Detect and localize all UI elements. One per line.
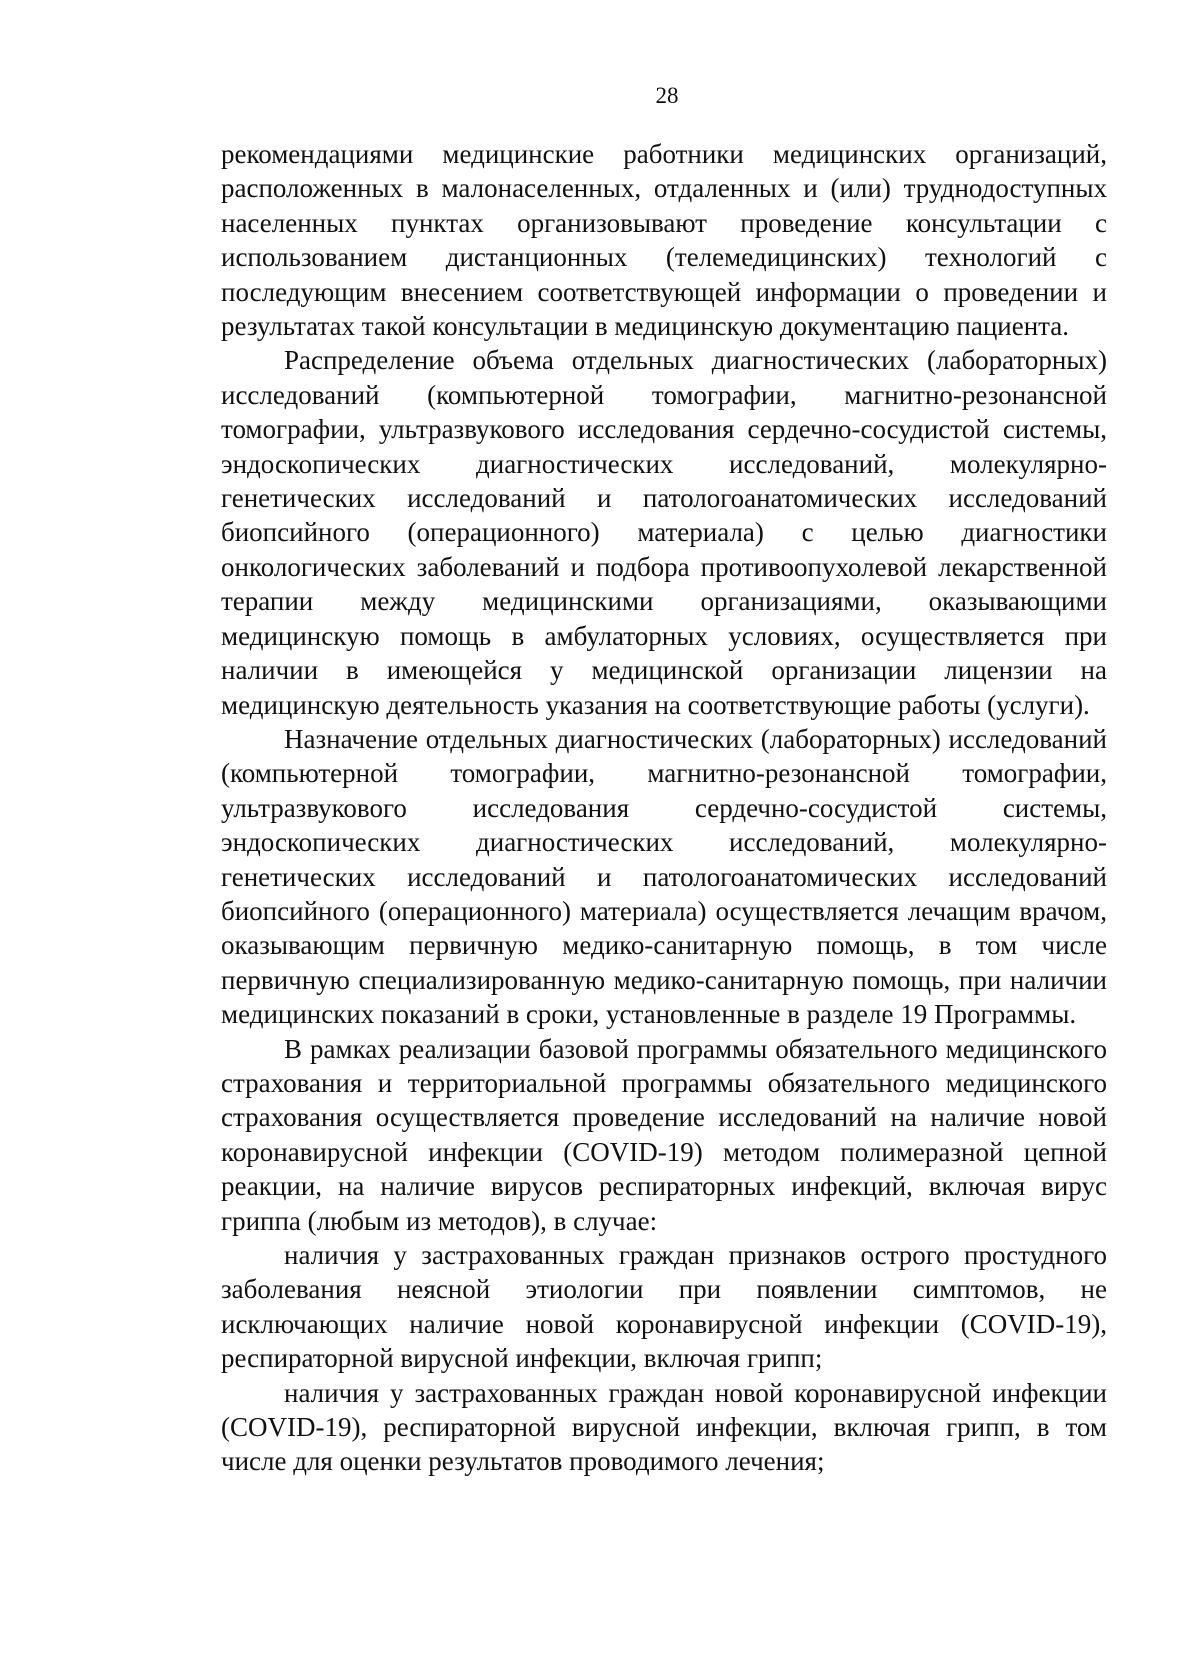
paragraph-prescription: Назначение отдельных диагностических (лабораторных) исследований (компьютерной томографии, магнитно-резонансной томографии, ультразвукового исследования сердечно-сосудистой системы, эндоскопических диагностических исследований, молекулярно-генетических исследований и патологоанатомических исследований биопсийного (операционного) материала) осуществляется лечащим врачом, оказывающим первичную медико-санитарную помощь, в том числе первичную специализированную медико-санитарную помощь, при наличии медицинских показаний в сроки, установленные в разделе 19 Программы. bbox=[221, 723, 1107, 1030]
list-item-treatment-evaluation: наличия у застрахованных граждан новой коронавирусной инфекции (COVID-19), респираторной вирусной инфекции, включая грипп, в том числе для оценки результатов проводимого лечения; bbox=[221, 1377, 1107, 1477]
document-body bbox=[221, 137, 1107, 1479]
paragraph-continuation: рекомендациями медицинские работники медицинских организаций, расположенных в малонаселенных, отдаленных и (или) труднодоступных населенных пунктах организовывают проведение консультации с использованием дистанционных (телемедицинских) технологий с последующим внесением соответствующей информации о проведении и результатах такой консультации в медицинскую документацию пациента. bbox=[221, 139, 1107, 342]
list-item-symptoms: наличия у застрахованных граждан признаков острого простудного заболевания неясной этиологии при появлении симптомов, не исключающих наличие новой коронавирусной инфекции (COVID-19), респираторной вирусной инфекции, включая грипп; bbox=[221, 1240, 1107, 1374]
page-number: 28 bbox=[655, 83, 679, 108]
paragraph-distribution: Распределение объема отдельных диагностических (лабораторных) исследований (компьютерной томографии, магнитно-резонансной томографии, ультразвукового исследования сердечно-сосудистой системы, эндоскопических диагностических исследований, молекулярно-генетических исследований и патологоанатомических исследований биопсийного (операционного) материала) с целью диагностики онкологических заболеваний и подбора противоопухолевой лекарственной терапии между медицинскими организациями, оказывающими медицинскую помощь в амбулаторных условиях, осуществляется при наличии в имеющейся у медицинской организации лицензии на медицинскую деятельность указания на соответствующие работы (услуги). bbox=[221, 345, 1107, 720]
paragraph-covid-testing: В рамках реализации базовой программы обязательного медицинского страхования и территориальной программы обязательного медицинского страхования осуществляется проведение исследований на наличие новой коронавирусной инфекции (COVID-19) методом полимеразной цепной реакции, на наличие вирусов респираторных инфекций, включая вирус гриппа (любым из методов), в случае: bbox=[221, 1033, 1107, 1236]
